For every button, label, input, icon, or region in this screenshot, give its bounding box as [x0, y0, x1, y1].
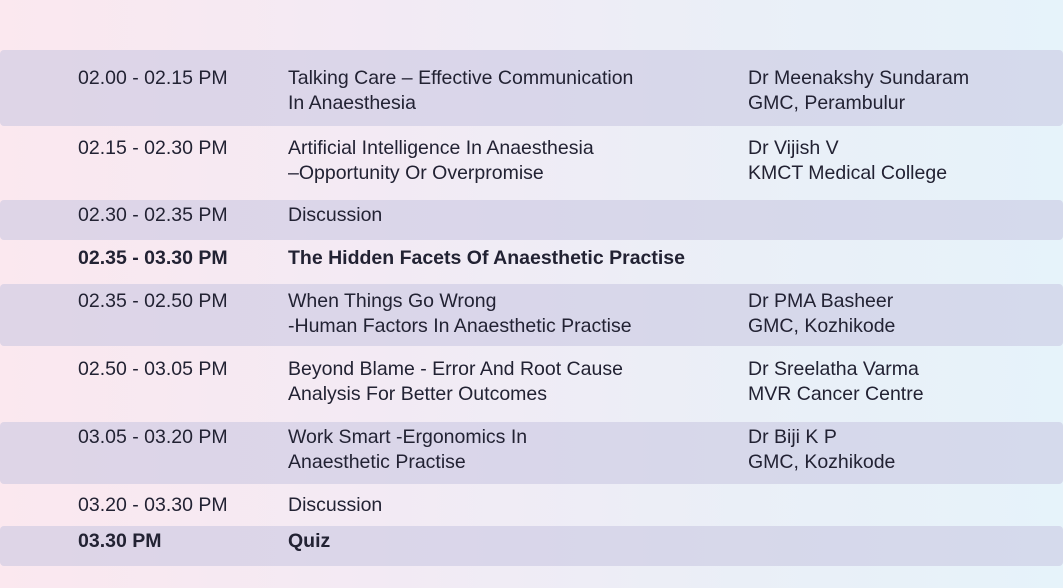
session-topic-line: Discussion: [288, 204, 383, 226]
speaker-affiliation: MVR Cancer Centre: [748, 383, 924, 405]
session-topic: [288, 136, 594, 186]
speaker-name: Dr PMA Basheer: [748, 290, 894, 312]
session-time: 02.50 - 03.05 PM: [78, 358, 228, 380]
schedule-row: [0, 346, 1063, 422]
session-time: 02.30 - 02.35 PM: [78, 204, 228, 226]
schedule-table: [0, 50, 1063, 566]
session-topic-line: Artificial Intelligence In Anaesthesia: [288, 137, 594, 159]
session-topic-line: Discussion: [288, 494, 383, 516]
speaker-affiliation: GMC, Kozhikode: [748, 451, 896, 473]
session-topic: [288, 529, 330, 554]
schedule-row: [0, 200, 1063, 240]
session-time: 02.00 - 02.15 PM: [78, 67, 228, 89]
speaker-name: Dr Biji K P: [748, 426, 837, 448]
session-speaker: [748, 136, 947, 186]
session-speaker: [748, 425, 895, 475]
session-time: 03.30 PM: [78, 530, 162, 552]
session-topic-line: –Opportunity Or Overpromise: [288, 162, 544, 184]
session-time: 02.15 - 02.30 PM: [78, 137, 228, 159]
session-topic-line: Analysis For Better Outcomes: [288, 383, 548, 405]
session-topic: [288, 425, 527, 475]
session-topic-line: The Hidden Facets Of Anaesthetic Practise: [288, 247, 685, 269]
schedule-row: [0, 126, 1063, 200]
session-time: 03.20 - 03.30 PM: [78, 494, 228, 516]
speaker-name: Dr Meenakshy Sundaram: [748, 67, 970, 89]
session-time: 02.35 - 03.30 PM: [78, 247, 228, 269]
session-time: 03.05 - 03.20 PM: [78, 426, 228, 448]
session-topic-line: When Things Go Wrong: [288, 290, 497, 312]
schedule-row: [0, 526, 1063, 566]
session-topic-line: Quiz: [288, 530, 331, 552]
session-time: 02.35 - 02.50 PM: [78, 290, 228, 312]
session-topic-line: Anaesthetic Practise: [288, 451, 466, 473]
schedule-row: [0, 284, 1063, 346]
session-topic-line: Beyond Blame - Error And Root Cause: [288, 358, 623, 380]
schedule-row: [0, 484, 1063, 526]
session-speaker: [748, 289, 895, 339]
speaker-affiliation: GMC, Perambulur: [748, 92, 906, 114]
session-topic-line: Work Smart -Ergonomics In: [288, 426, 528, 448]
session-topic: [288, 493, 382, 518]
speaker-name: Dr Vijish V: [748, 137, 839, 159]
speaker-name: Dr Sreelatha Varma: [748, 358, 919, 380]
session-speaker: [748, 66, 969, 116]
session-topic-line: In Anaesthesia: [288, 92, 416, 114]
schedule-row: [0, 242, 1063, 284]
session-topic-line: Talking Care – Effective Communication: [288, 67, 634, 89]
session-topic: [288, 246, 685, 271]
session-topic: [288, 289, 632, 339]
schedule-row: [0, 422, 1063, 484]
schedule-row: [0, 50, 1063, 126]
session-topic: [288, 203, 382, 228]
session-topic: [288, 66, 633, 116]
session-speaker: [748, 357, 924, 407]
speaker-affiliation: KMCT Medical College: [748, 162, 948, 184]
session-topic: [288, 357, 623, 407]
session-topic-line: -Human Factors In Anaesthetic Practise: [288, 315, 632, 337]
speaker-affiliation: GMC, Kozhikode: [748, 315, 896, 337]
